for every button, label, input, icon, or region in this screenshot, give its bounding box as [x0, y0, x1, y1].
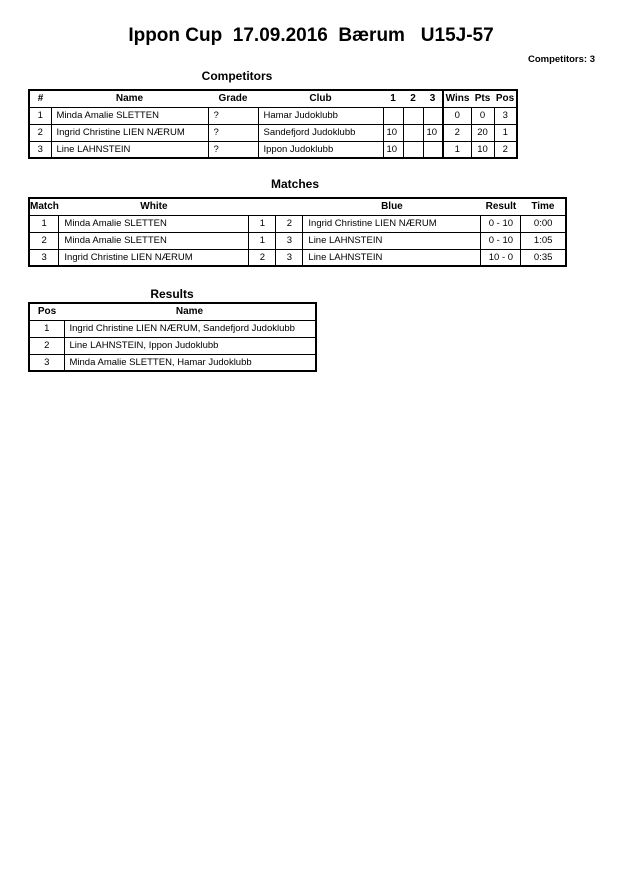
- match-white-competitor-num: 1: [249, 232, 276, 249]
- results-table: [28, 302, 317, 372]
- match-blue-name: Line LAHNSTEIN: [303, 232, 481, 249]
- match-time: 1:05: [521, 232, 566, 249]
- matches-header-result: Result: [481, 198, 521, 215]
- matches-header-blue-num: [276, 198, 303, 215]
- competitor-round-2-score: [403, 124, 423, 141]
- match-num: 2: [29, 232, 59, 249]
- match-blue-name: Ingrid Christine LIEN NÆRUM: [303, 215, 481, 232]
- competitors-header-round-3: 3: [423, 90, 443, 107]
- page-title: Ippon Cup 17.09.2016 Bærum U15J-57: [128, 25, 494, 46]
- match-result: 0 - 10: [481, 232, 521, 249]
- result-pos: 1: [29, 320, 64, 337]
- matches-header-blue: Blue: [303, 198, 481, 215]
- result-name: Line LAHNSTEIN, Ippon Judoklubb: [64, 337, 316, 354]
- competitor-round-3-score: [423, 107, 443, 124]
- results-header-name: Name: [64, 303, 316, 320]
- competitor-wins: 2: [443, 124, 471, 141]
- result-row: [29, 337, 316, 354]
- result-row: [29, 320, 316, 337]
- matches-section-heading: Matches: [270, 177, 320, 191]
- match-blue-competitor-num: 3: [276, 232, 303, 249]
- competitor-round-3-score: 10: [423, 124, 443, 141]
- competitor-num: 1: [29, 107, 51, 124]
- match-result: 0 - 10: [481, 215, 521, 232]
- match-row: [29, 249, 566, 266]
- competitor-round-1-score: [383, 107, 403, 124]
- competitor-num: 3: [29, 141, 51, 158]
- competitor-grade: ?: [208, 141, 258, 158]
- match-blue-competitor-num: 2: [276, 215, 303, 232]
- match-white-name: Ingrid Christine LIEN NÆRUM: [59, 249, 249, 266]
- competitors-header-grade: Grade: [208, 90, 258, 107]
- competitor-grade: ?: [208, 107, 258, 124]
- result-name: Minda Amalie SLETTEN, Hamar Judoklubb: [64, 354, 316, 371]
- match-white-name: Minda Amalie SLETTEN: [59, 215, 249, 232]
- competitor-round-3-score: [423, 141, 443, 158]
- competitor-name: Minda Amalie SLETTEN: [51, 107, 208, 124]
- match-row: [29, 215, 566, 232]
- matches-header-time: Time: [521, 198, 566, 215]
- competitor-club: Hamar Judoklubb: [258, 107, 383, 124]
- match-row: [29, 232, 566, 249]
- competitor-name: Ingrid Christine LIEN NÆRUM: [51, 124, 208, 141]
- competitor-pos: 3: [494, 107, 517, 124]
- competitor-row: [29, 107, 517, 124]
- competitors-header-round-1: 1: [383, 90, 403, 107]
- matches-header-white: White: [59, 198, 249, 215]
- competitors-header-name: Name: [51, 90, 208, 107]
- competitor-round-2-score: [403, 141, 423, 158]
- competitor-row: [29, 141, 517, 158]
- competitors-header-num: #: [29, 90, 51, 107]
- competitor-grade: ?: [208, 124, 258, 141]
- competitors-table: [28, 89, 518, 159]
- competitors-header-round-2: 2: [403, 90, 423, 107]
- competitors-header-row: [29, 90, 517, 107]
- match-time: 0:35: [521, 249, 566, 266]
- competitor-row: [29, 124, 517, 141]
- competitors-header-wins: Wins: [443, 90, 471, 107]
- competitor-name: Line LAHNSTEIN: [51, 141, 208, 158]
- competitors-header-club: Club: [258, 90, 383, 107]
- competitors-header-pts: Pts: [471, 90, 494, 107]
- result-row: [29, 354, 316, 371]
- competitor-pts: 20: [471, 124, 494, 141]
- results-header-pos: Pos: [29, 303, 64, 320]
- competitor-pts: 10: [471, 141, 494, 158]
- matches-header-match: Match: [29, 198, 59, 215]
- matches-header-white-num: [249, 198, 276, 215]
- match-blue-name: Line LAHNSTEIN: [303, 249, 481, 266]
- competitor-pos: 1: [494, 124, 517, 141]
- competitor-round-1-score: 10: [383, 141, 403, 158]
- matches-table: [28, 197, 567, 267]
- competitor-club: Ippon Judoklubb: [258, 141, 383, 158]
- match-num: 1: [29, 215, 59, 232]
- match-blue-competitor-num: 3: [276, 249, 303, 266]
- result-pos: 3: [29, 354, 64, 371]
- match-white-competitor-num: 2: [249, 249, 276, 266]
- result-name: Ingrid Christine LIEN NÆRUM, Sandefjord Judoklubb: [64, 320, 316, 337]
- match-white-competitor-num: 1: [249, 215, 276, 232]
- competitor-round-2-score: [403, 107, 423, 124]
- result-pos: 2: [29, 337, 64, 354]
- match-white-name: Minda Amalie SLETTEN: [59, 232, 249, 249]
- competitor-wins: 1: [443, 141, 471, 158]
- results-section-heading: Results: [150, 287, 194, 301]
- match-num: 3: [29, 249, 59, 266]
- competitors-header-pos: Pos: [494, 90, 517, 107]
- competitor-pts: 0: [471, 107, 494, 124]
- competitor-club: Sandefjord Judoklubb: [258, 124, 383, 141]
- match-time: 0:00: [521, 215, 566, 232]
- competitor-round-1-score: 10: [383, 124, 403, 141]
- competitor-num: 2: [29, 124, 51, 141]
- competitor-wins: 0: [443, 107, 471, 124]
- results-header-row: [29, 303, 316, 320]
- competitors-count-label: Competitors: 3: [527, 54, 595, 65]
- matches-header-row: [29, 198, 566, 215]
- competitors-section-heading: Competitors: [201, 69, 273, 83]
- competitor-pos: 2: [494, 141, 517, 158]
- match-result: 10 - 0: [481, 249, 521, 266]
